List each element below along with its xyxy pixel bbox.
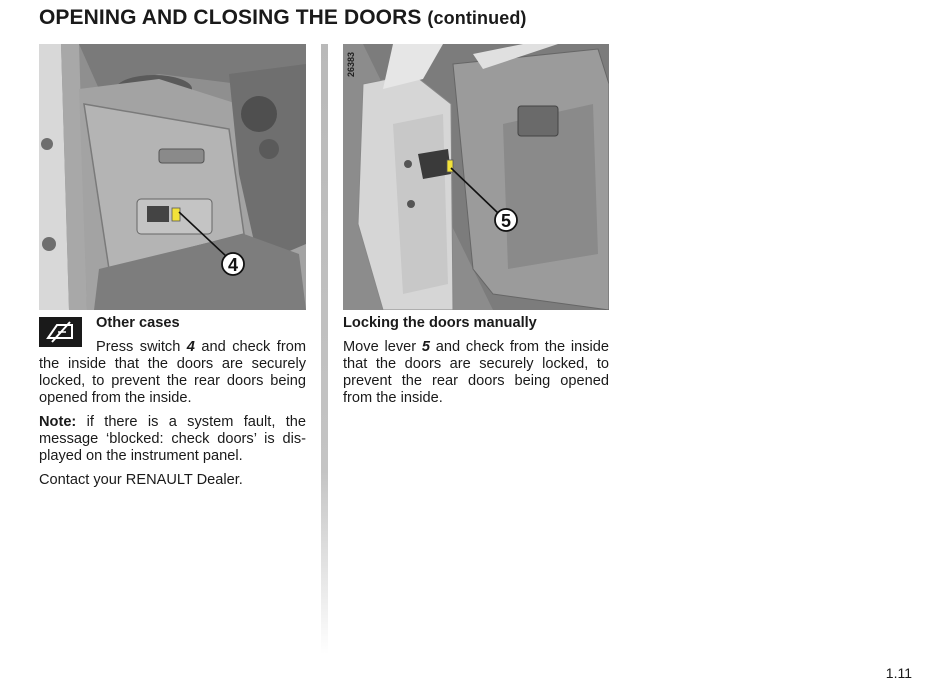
- title-suffix: (continued): [427, 8, 527, 28]
- locking-manually-paragraph: [343, 339, 609, 407]
- page-title: [39, 6, 527, 30]
- contact-dealer-text: Contact your RENAULT Dealer.: [39, 472, 243, 488]
- locking-manually-heading: Locking the doors manually: [343, 315, 537, 331]
- callout-5-label: 5: [500, 211, 512, 231]
- other-cases-section: [39, 315, 306, 496]
- door-lever-photo: [343, 44, 609, 310]
- text-run: Move lever: [343, 339, 422, 355]
- text-run: and check from the inside that the doors are securely locked, to prevent the rear doors being opened from the inside.: [343, 339, 609, 406]
- text-run: and check from the inside that the doors are securely locked, to prevent the rear doors being opened from the inside.: [39, 339, 306, 406]
- door-lock-warning-icon: [39, 317, 82, 347]
- locking-manually-section: [343, 315, 609, 414]
- title-main: OPENING AND CLOSING THE DOORS: [39, 6, 422, 29]
- dashboard-switch-photo: [39, 44, 306, 310]
- switch-number: 4: [186, 339, 195, 355]
- page-number: 1.11: [885, 665, 912, 681]
- other-cases-heading: Other cases: [96, 315, 180, 331]
- note-label: Note:: [39, 414, 77, 430]
- callout-4-label: 4: [227, 255, 239, 275]
- lever-number: 5: [421, 339, 431, 355]
- photo-reference-code: 26383: [346, 52, 356, 78]
- column-divider: [321, 44, 328, 654]
- other-cases-paragraph: [39, 339, 306, 407]
- note-paragraph: [39, 414, 306, 465]
- text-run: Press switch: [96, 339, 187, 355]
- note-text: if there is a system fault, the message ‘blocked: check doors’ is dis-played on the instrument panel.: [39, 414, 306, 464]
